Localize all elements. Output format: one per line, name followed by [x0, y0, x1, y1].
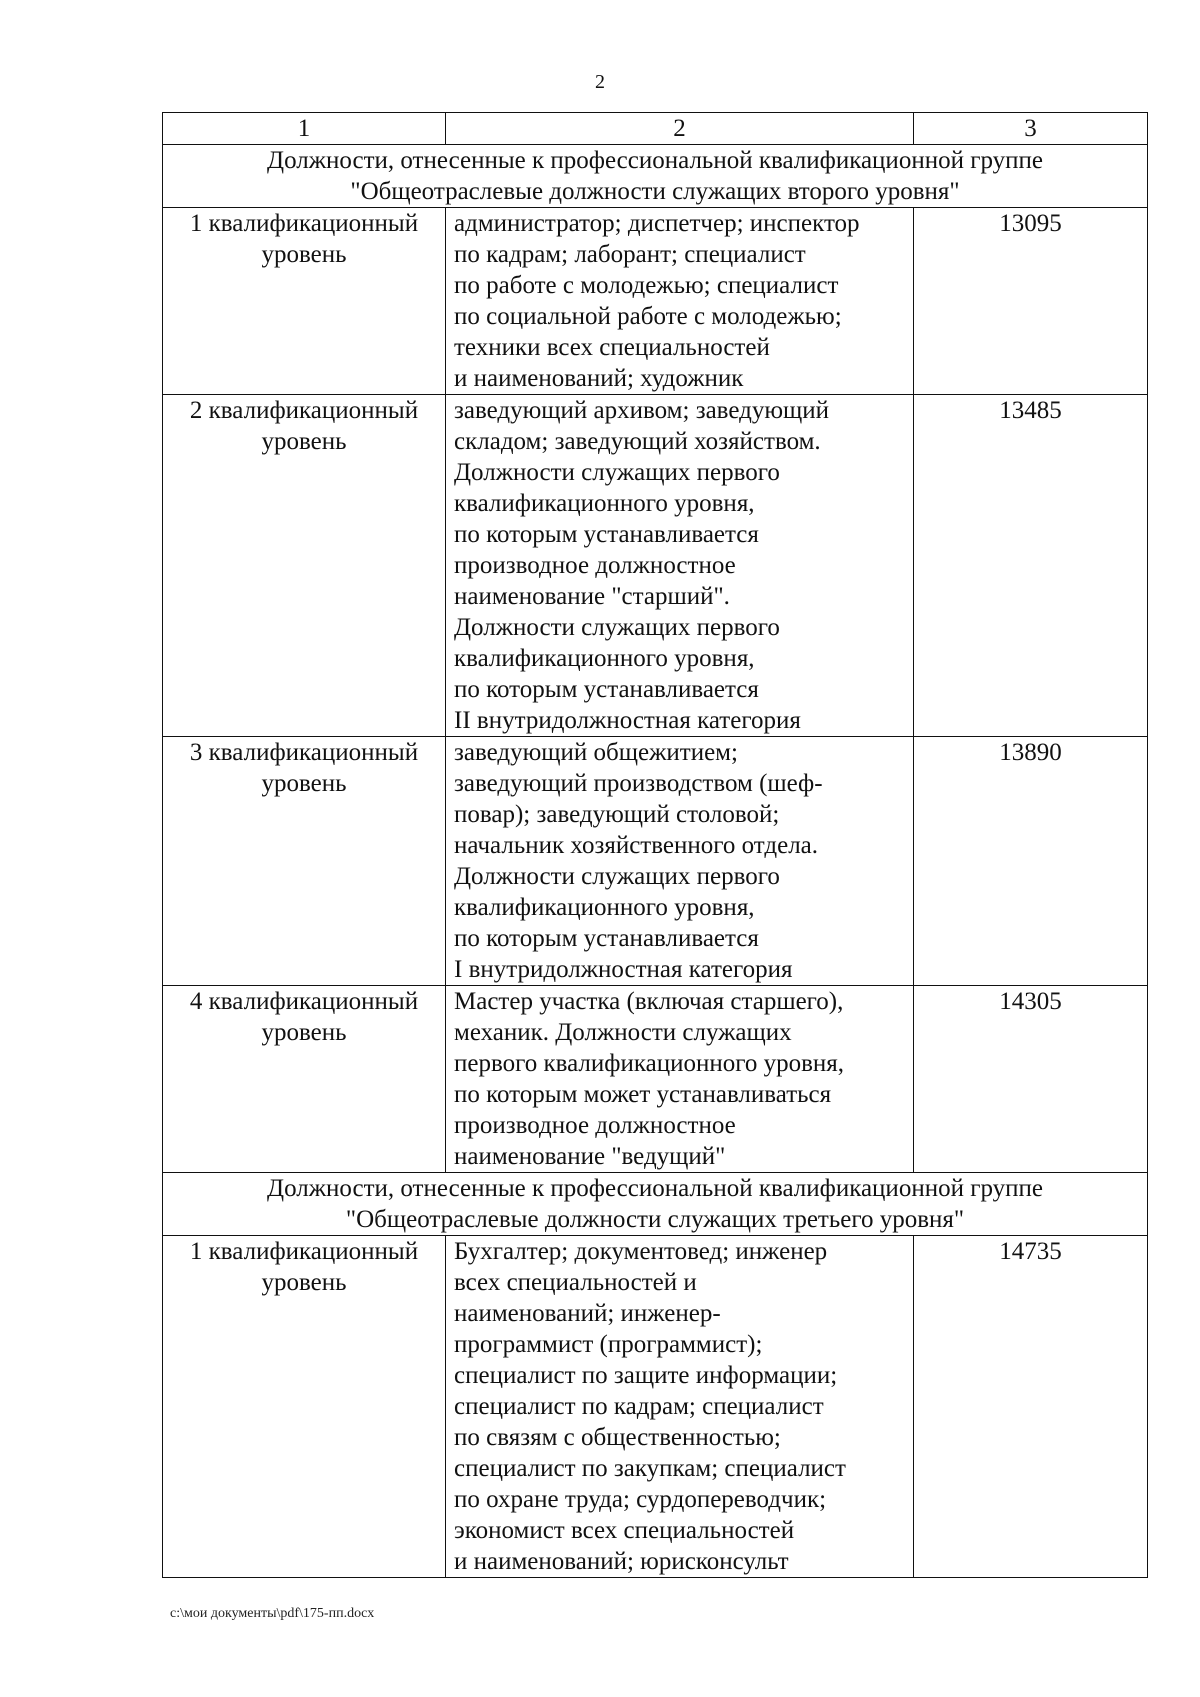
group-header-row-second-level — [163, 145, 1148, 208]
group-header-line: Должности, отнесенные к профессиональной квалификационной группе — [267, 1175, 1043, 1202]
description-line: I внутридолжностная категория — [454, 956, 793, 983]
group-header-row-third-level — [163, 1173, 1148, 1236]
description-line: программист (программист); — [454, 1331, 763, 1358]
description-line: специалист по защите информации; — [454, 1362, 838, 1389]
description-line: по работе с молодежью; специалист — [454, 272, 839, 299]
positions-description-cell — [446, 986, 914, 1173]
description-line: по социальной работе с молодежью; — [454, 303, 842, 330]
description-line: повар); заведующий столовой; — [454, 801, 780, 828]
description-line: по которым устанавливается — [454, 521, 759, 548]
description-line: специалист по закупкам; специалист — [454, 1455, 846, 1482]
description-line: по связям с общественностью; — [454, 1424, 781, 1451]
qualification-level-suffix: уровень — [261, 1019, 347, 1046]
description-line: специалист по кадрам; специалист — [454, 1393, 824, 1420]
qualification-level-cell — [163, 395, 446, 737]
salary-value-cell: 13095 — [914, 208, 1148, 395]
description-line: Должности служащих первого — [454, 459, 780, 486]
group-header-line: Должности, отнесенные к профессиональной квалификационной группе — [267, 147, 1043, 174]
qualification-level-label: 1 квалификационный — [189, 1238, 419, 1265]
table-row — [163, 208, 1148, 395]
column-header-1: 1 — [163, 113, 446, 145]
salary-value-cell: 13485 — [914, 395, 1148, 737]
description-line: Должности служащих первого — [454, 863, 780, 890]
qualification-level-label: 2 квалификационный — [189, 397, 419, 424]
qualification-level-label: 3 квалификационный — [189, 739, 419, 766]
description-line: начальник хозяйственного отдела. — [454, 832, 819, 859]
description-line: экономист всех специальностей — [454, 1517, 795, 1544]
description-line: наименований; инженер- — [454, 1300, 721, 1327]
qualification-level-suffix: уровень — [261, 1269, 347, 1296]
description-line: производное должностное — [454, 552, 736, 579]
description-line: техники всех специальностей — [454, 334, 770, 361]
table-row — [163, 1236, 1148, 1578]
qualification-level-label: 4 квалификационный — [189, 988, 419, 1015]
positions-description-cell — [446, 737, 914, 986]
salary-value-cell: 14305 — [914, 986, 1148, 1173]
description-line: квалификационного уровня, — [454, 645, 755, 672]
description-line: заведующий производством (шеф- — [454, 770, 823, 797]
qualification-level-cell — [163, 737, 446, 986]
footer-file-path: c:\мои документы\pdf\175-пп.docx — [170, 1606, 375, 1621]
description-line: по охране труда; сурдопереводчик; — [454, 1486, 827, 1513]
positions-description-cell — [446, 395, 914, 737]
description-line: по которым устанавливается — [454, 925, 759, 952]
qualification-level-suffix: уровень — [261, 770, 347, 797]
table-header-row — [163, 113, 1148, 145]
qualification-level-label: 1 квалификационный — [189, 210, 419, 237]
qualification-level-suffix: уровень — [261, 241, 347, 268]
description-line: и наименований; художник — [454, 365, 744, 392]
description-line: по кадрам; лаборант; специалист — [454, 241, 806, 268]
description-line: наименование "старший". — [454, 583, 730, 610]
description-line: Бухгалтер; документовед; инженер — [454, 1238, 828, 1265]
description-line: наименование "ведущий" — [454, 1143, 726, 1170]
description-line: и наименований; юрисконсульт — [454, 1548, 789, 1575]
description-line: заведующий архивом; заведующий — [454, 397, 829, 424]
group-header-cell — [163, 1173, 1148, 1236]
qualification-level-cell — [163, 1236, 446, 1578]
description-line: производное должностное — [454, 1112, 736, 1139]
description-line: по которым устанавливается — [454, 676, 759, 703]
description-line: по которым может устанавливаться — [454, 1081, 832, 1108]
description-line: заведующий общежитием; — [454, 739, 738, 766]
description-line: II внутридолжностная категория — [454, 707, 801, 734]
description-line: квалификационного уровня, — [454, 490, 755, 517]
description-line: Мастер участка (включая старшего), — [454, 988, 844, 1015]
column-header-3: 3 — [914, 113, 1148, 145]
column-header-2: 2 — [446, 113, 914, 145]
description-line: администратор; диспетчер; инспектор — [454, 210, 860, 237]
table-row — [163, 986, 1148, 1173]
salary-value-cell: 13890 — [914, 737, 1148, 986]
group-header-cell — [163, 145, 1148, 208]
description-line: Должности служащих первого — [454, 614, 780, 641]
positions-description-cell — [446, 208, 914, 395]
salary-table — [162, 112, 1148, 1578]
description-line: всех специальностей и — [454, 1269, 697, 1296]
group-header-line: "Общеотраслевые должности служащих второго уровня" — [350, 178, 960, 205]
description-line: квалификационного уровня, — [454, 894, 755, 921]
table-row — [163, 395, 1148, 737]
description-line: механик. Должности служащих — [454, 1019, 792, 1046]
qualification-level-cell — [163, 986, 446, 1173]
qualification-level-suffix: уровень — [261, 428, 347, 455]
table-row — [163, 737, 1148, 986]
salary-value-cell: 14735 — [914, 1236, 1148, 1578]
page-number: 2 — [595, 71, 605, 93]
description-line: первого квалификационного уровня, — [454, 1050, 845, 1077]
description-line: складом; заведующий хозяйством. — [454, 428, 821, 455]
qualification-level-cell — [163, 208, 446, 395]
group-header-line: "Общеотраслевые должности служащих третьего уровня" — [345, 1206, 965, 1233]
positions-description-cell — [446, 1236, 914, 1578]
